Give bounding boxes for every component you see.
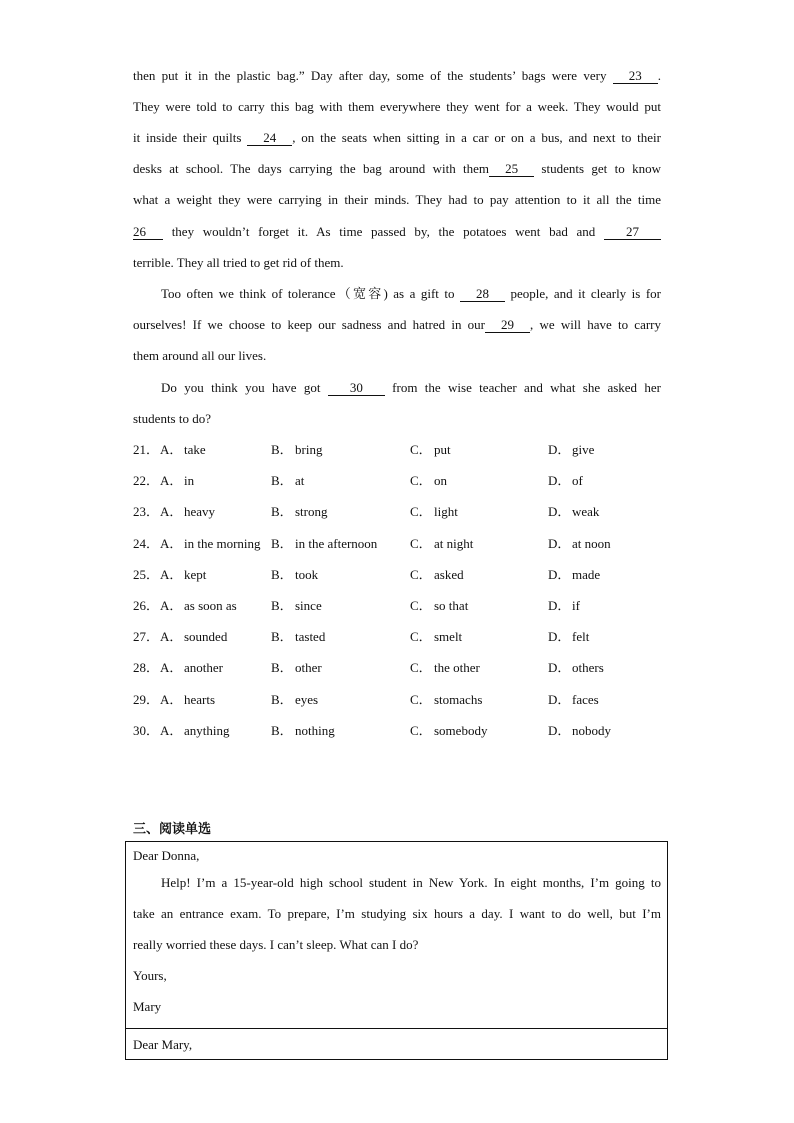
passage-line: what a weight they were carrying in their minds. They had to pay attention to it all the time [133, 192, 661, 207]
question-number: 29． [133, 692, 160, 707]
choice-c: the other [434, 660, 480, 675]
choice-d: if [572, 598, 580, 613]
question-number: 30． [133, 723, 160, 738]
question-25 [0, 566, 794, 584]
choice-a: sounded [184, 629, 228, 644]
choice-a: anything [184, 723, 230, 738]
choice-a: kept [184, 567, 207, 582]
choice-label-d: D． [548, 504, 571, 519]
blank-28: 28 [460, 286, 505, 302]
passage-line: them around all our lives. [133, 348, 267, 363]
question-number: 26． [133, 598, 160, 613]
passage-line: terrible. They all tried to get rid of them. [133, 255, 344, 270]
choice-label-b: B． [271, 567, 293, 582]
blank-30: 30 [328, 380, 385, 396]
choice-label-d: D． [548, 598, 571, 613]
choice-d: faces [572, 692, 599, 707]
passage-text: it inside their quilts [133, 130, 248, 145]
question-26 [0, 597, 794, 615]
passage-line [161, 285, 661, 303]
passage-text: , we will have to carry [530, 317, 662, 332]
choice-label-b: B． [271, 692, 293, 707]
choice-b: took [295, 567, 319, 582]
choice-label-c: C． [410, 536, 432, 551]
choice-b: nothing [295, 723, 335, 738]
letter-signature: Mary [133, 999, 162, 1014]
choice-label-a: A． [160, 567, 183, 582]
choice-c: stomachs [434, 692, 483, 707]
blank-25: 25 [489, 161, 534, 177]
question-30 [0, 722, 794, 740]
choice-a: hearts [184, 692, 216, 707]
choice-b: eyes [295, 692, 319, 707]
passage-line [133, 223, 661, 241]
letter-divider [126, 1028, 667, 1029]
choice-d: made [572, 567, 601, 582]
passage-line [133, 160, 661, 178]
choice-c: put [434, 442, 451, 457]
choice-a: take [184, 442, 206, 457]
choice-label-c: C． [410, 598, 432, 613]
choice-label-c: C． [410, 660, 432, 675]
blank-24: 24 [247, 130, 292, 146]
choice-label-c: C． [410, 473, 432, 488]
question-28 [0, 659, 794, 677]
choice-c: asked [434, 567, 464, 582]
choice-c: on [434, 473, 447, 488]
choice-d: give [572, 442, 595, 457]
passage-line: They were told to carry this bag with them everywhere they went for a week. They would put [133, 99, 661, 114]
choice-c: smelt [434, 629, 463, 644]
choice-d: at noon [572, 536, 611, 551]
choice-label-d: D． [548, 442, 571, 457]
choice-d: weak [572, 504, 600, 519]
passage-line [161, 379, 661, 397]
question-number: 28． [133, 660, 160, 675]
choice-label-a: A． [160, 598, 183, 613]
letter-box [125, 841, 668, 1060]
choice-c: light [434, 504, 458, 519]
choice-b: other [295, 660, 322, 675]
blank-29: 29 [485, 317, 530, 333]
choice-label-d: D． [548, 567, 571, 582]
letter-closing: Yours, [133, 968, 167, 983]
passage-line [133, 316, 661, 334]
choice-label-a: A． [160, 473, 183, 488]
choice-label-a: A． [160, 692, 183, 707]
choice-a: in [184, 473, 195, 488]
letter-body-line: Help! I’m a 15-year-old high school student in New York. In eight months, I’m going to [161, 875, 661, 890]
choice-c: so that [434, 598, 469, 613]
question-29 [0, 691, 794, 709]
passage-text: ourselves! If we choose to keep our sadness and hatred in our [133, 317, 485, 332]
passage-text: Do you think you have got [161, 380, 328, 395]
choice-label-a: A． [160, 536, 183, 551]
choice-b: at [295, 473, 305, 488]
choice-label-a: A． [160, 504, 183, 519]
choice-d: of [572, 473, 583, 488]
passage-text: then put it in the plastic bag.” Day after day, some of the students’ bags were very [133, 68, 613, 83]
choice-label-a: A． [160, 442, 183, 457]
choice-label-b: B． [271, 504, 293, 519]
question-24 [0, 535, 794, 553]
section-heading: 三、阅读单选 [133, 821, 212, 836]
choice-label-c: C． [410, 504, 432, 519]
passage-text: desks at school. The days carrying the bag around with them [133, 161, 490, 176]
choice-label-d: D． [548, 692, 571, 707]
letter-greeting: Dear Donna, [133, 848, 200, 863]
choice-label-b: B． [271, 660, 293, 675]
choice-b: bring [295, 442, 323, 457]
question-22 [0, 472, 794, 490]
choice-label-d: D． [548, 473, 571, 488]
choice-label-b: B． [271, 442, 293, 457]
choice-d: others [572, 660, 604, 675]
choice-label-d: D． [548, 629, 571, 644]
passage-text: , on the seats when sitting in a car or on a bus, and next to their [292, 130, 661, 145]
question-number: 24． [133, 536, 160, 551]
choice-label-a: A． [160, 629, 183, 644]
choice-b: tasted [295, 629, 326, 644]
question-number: 25． [133, 567, 160, 582]
passage-line: students to do? [133, 411, 211, 426]
question-23 [0, 503, 794, 521]
question-number: 23． [133, 504, 160, 519]
choice-label-b: B． [271, 629, 293, 644]
passage-text: they wouldn’t forget it. As time passed by, the potatoes went bad and [163, 224, 604, 239]
passage-text: from the wise teacher and what she asked her [384, 380, 661, 395]
choice-label-c: C． [410, 567, 432, 582]
choice-b: in the afternoon [295, 536, 378, 551]
passage-text: . [657, 68, 661, 83]
choice-label-b: B． [271, 723, 293, 738]
choice-label-a: A． [160, 660, 183, 675]
choice-label-c: C． [410, 692, 432, 707]
passage-text: Too often we think of tolerance（宽容) as a gift to [161, 286, 460, 301]
question-number: 22． [133, 473, 160, 488]
choice-label-b: B． [271, 536, 293, 551]
choice-label-d: D． [548, 723, 571, 738]
choice-a: another [184, 660, 223, 675]
reply-greeting: Dear Mary, [133, 1037, 193, 1052]
question-number: 21． [133, 442, 160, 457]
passage-text: people, and it clearly is for [504, 286, 661, 301]
choice-label-a: A． [160, 723, 183, 738]
passage-line [133, 129, 661, 147]
letter-body-line: take an entrance exam. To prepare, I’m studying six hours a day. I want to do well, but I’m [133, 906, 661, 921]
passage-text: students get to know [534, 161, 662, 176]
choice-b: since [295, 598, 322, 613]
choice-c: somebody [434, 723, 488, 738]
choice-a: heavy [184, 504, 216, 519]
choice-label-c: C． [410, 442, 432, 457]
blank-23: 23 [613, 68, 658, 84]
choice-label-b: B． [271, 598, 293, 613]
choice-a: as soon as [184, 598, 237, 613]
choice-c: at night [434, 536, 474, 551]
letter-body-line: really worried these days. I can’t sleep. What can I do? [133, 937, 419, 952]
choice-label-c: C． [410, 723, 432, 738]
blank-26: 26 [133, 224, 163, 240]
choice-label-b: B． [271, 473, 293, 488]
choice-label-d: D． [548, 536, 571, 551]
question-27 [0, 628, 794, 646]
choice-label-d: D． [548, 660, 571, 675]
choice-d: felt [572, 629, 590, 644]
blank-27: 27 [604, 224, 661, 240]
choice-a: in the morning [184, 536, 261, 551]
choice-d: nobody [572, 723, 611, 738]
question-number: 27． [133, 629, 160, 644]
question-21 [0, 441, 794, 459]
choice-b: strong [295, 504, 328, 519]
choice-label-c: C． [410, 629, 432, 644]
passage-line [133, 67, 661, 85]
